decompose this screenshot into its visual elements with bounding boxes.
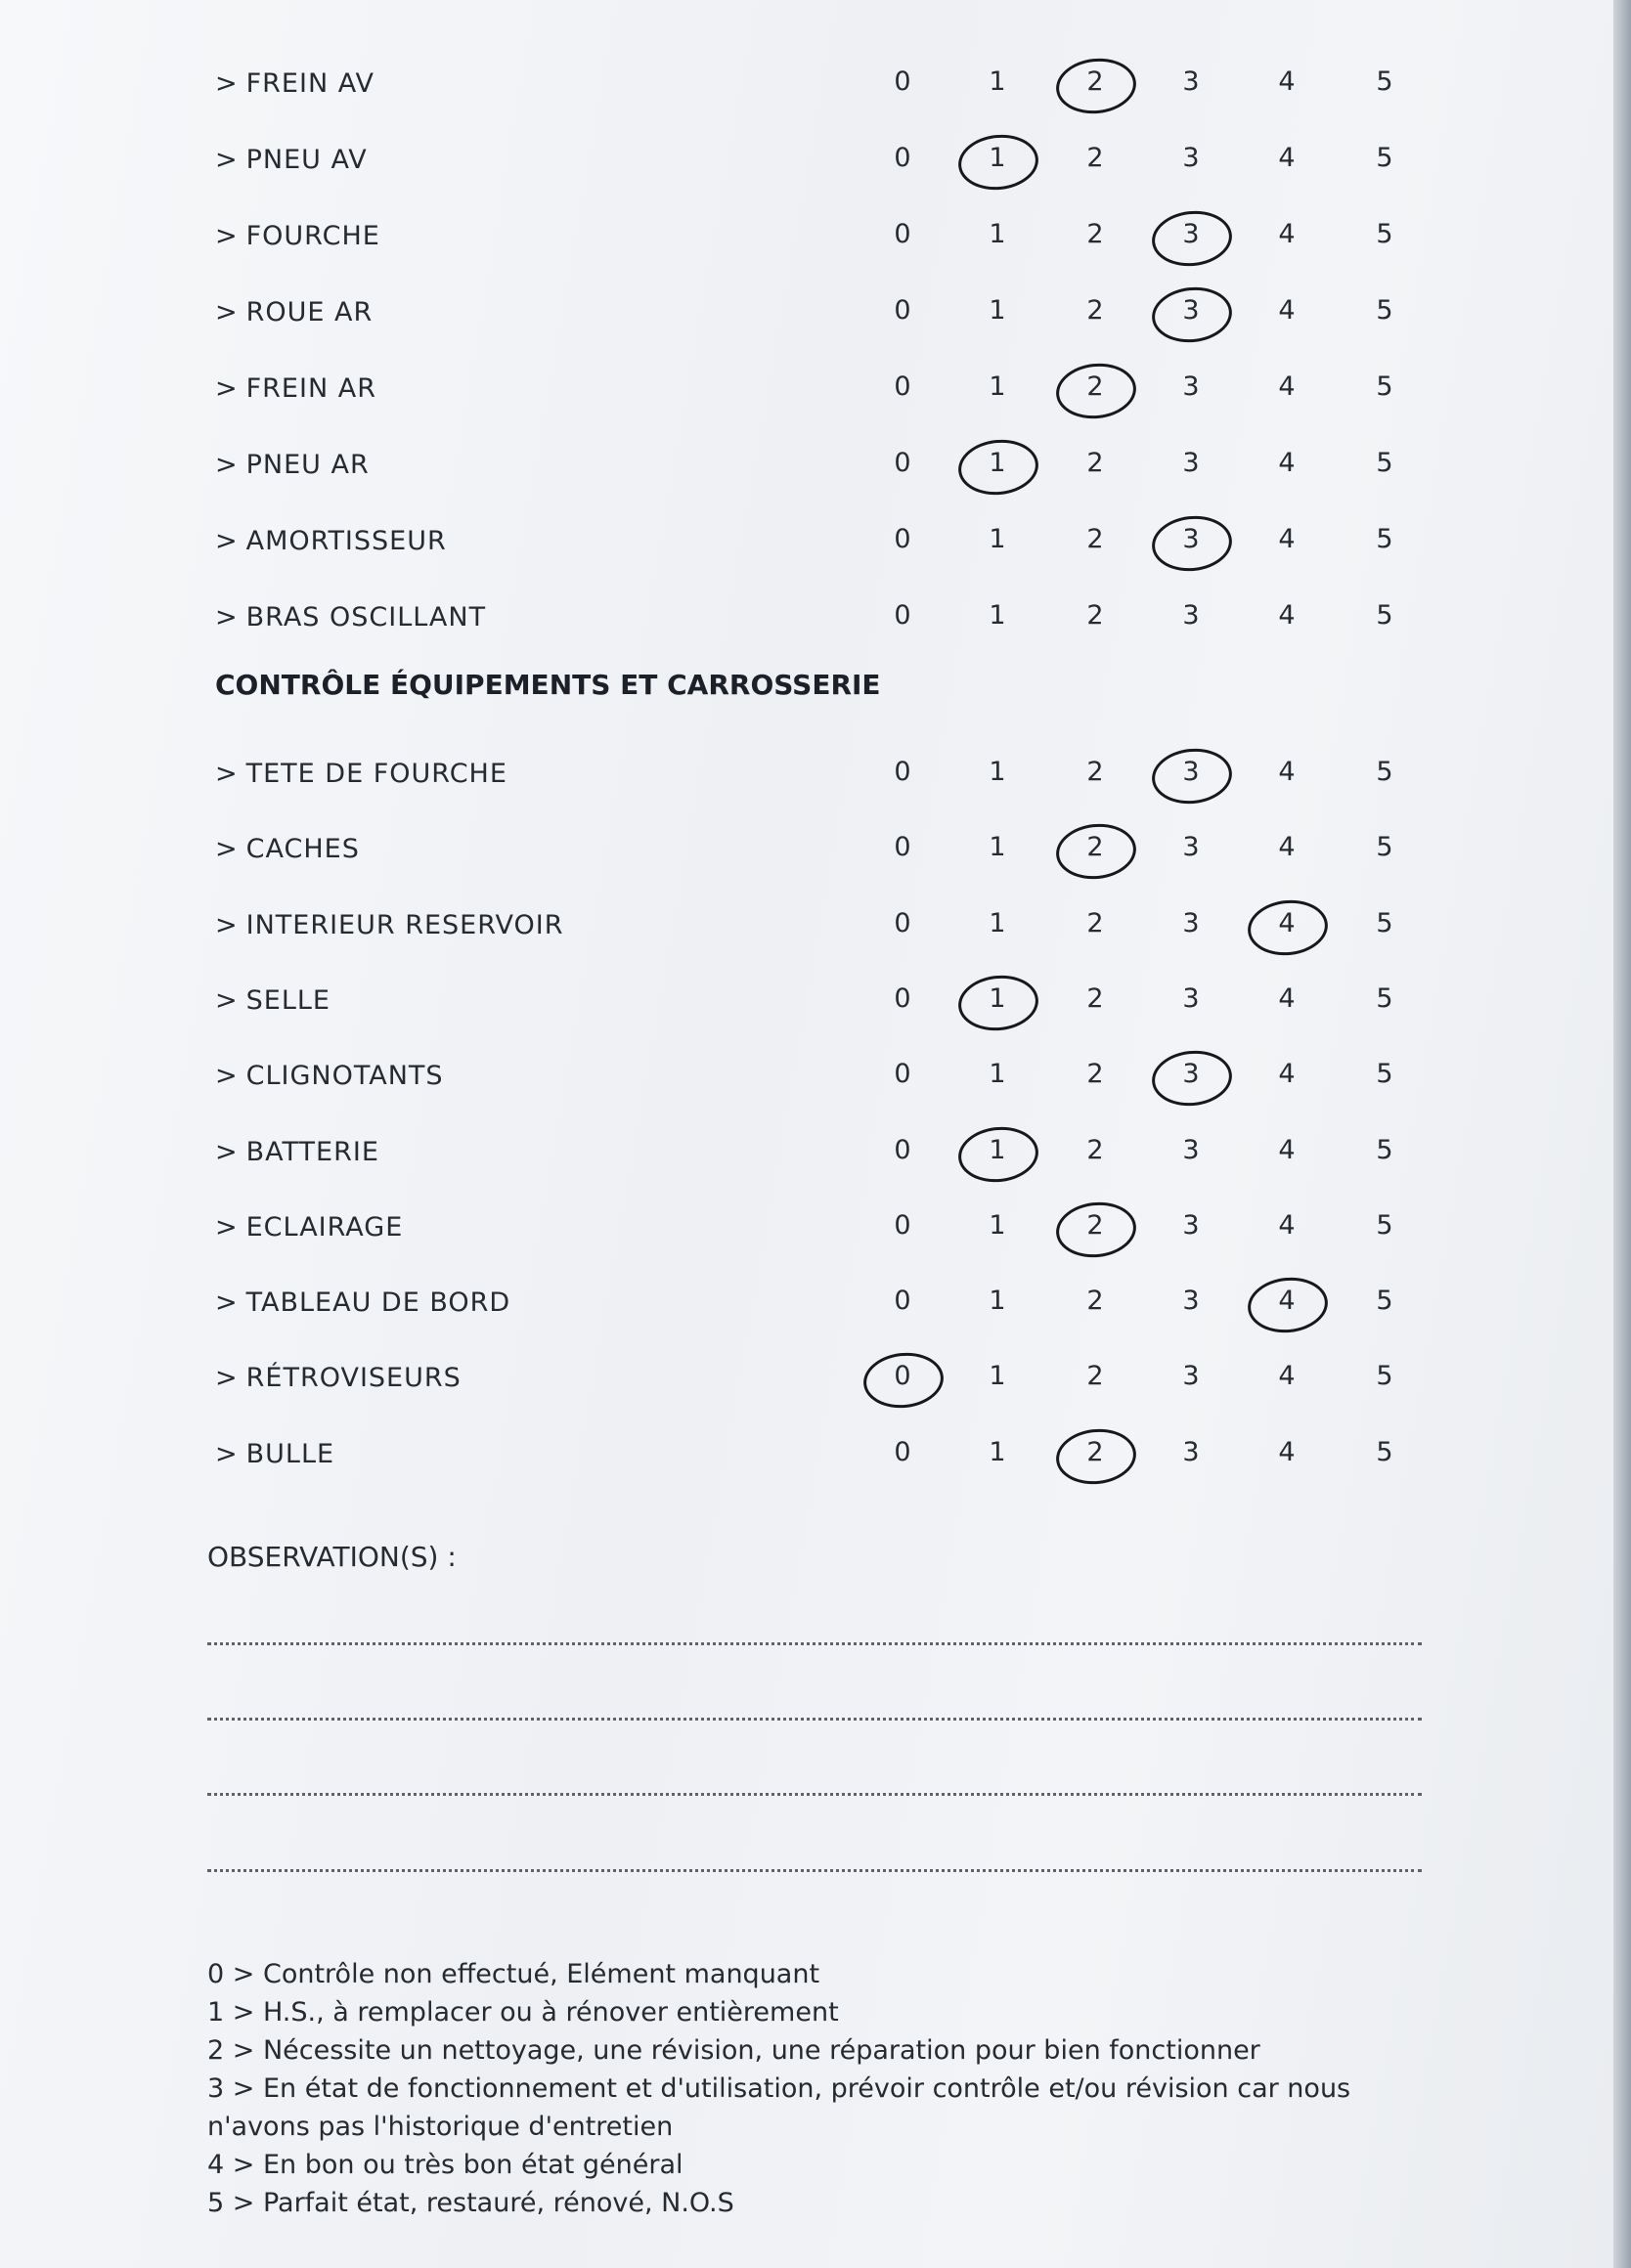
score-option[interactable]: 5 — [1376, 1361, 1393, 1392]
score-option[interactable]: 5 — [1376, 600, 1393, 631]
checklist-row — [0, 898, 1613, 957]
score-option[interactable]: 2 — [1086, 219, 1104, 249]
score-option[interactable]: 3 — [1182, 1436, 1200, 1467]
score-option[interactable]: 3 — [1182, 143, 1200, 173]
observation-line[interactable] — [207, 1793, 1422, 1796]
score-option[interactable]: 5 — [1376, 219, 1393, 249]
score-option[interactable]: 5 — [1376, 982, 1393, 1014]
score-option-selected[interactable]: 3 — [1162, 1059, 1220, 1089]
row-label — [215, 145, 368, 175]
score-option[interactable]: 3 — [1182, 448, 1200, 478]
row-label — [215, 985, 331, 1016]
checklist-row — [0, 974, 1613, 1032]
row-label-text: BULLE — [245, 1438, 335, 1469]
row-label — [215, 1137, 379, 1167]
score-option-selected[interactable]: 2 — [1066, 371, 1124, 402]
score-option[interactable]: 5 — [1376, 371, 1393, 402]
row-prefix: > — [215, 373, 239, 404]
score-option[interactable]: 2 — [1086, 982, 1104, 1014]
score-option[interactable]: 3 — [1182, 1134, 1200, 1165]
row-label-text: BATTERIE — [245, 1136, 379, 1167]
checklist-row — [0, 362, 1613, 420]
score-option[interactable]: 4 — [1278, 1361, 1296, 1392]
score-option[interactable]: 0 — [894, 600, 911, 631]
score-option[interactable]: 5 — [1376, 1209, 1393, 1241]
score-option[interactable]: 5 — [1376, 1436, 1393, 1467]
row-prefix: > — [215, 984, 239, 1016]
score-option-selected[interactable]: 0 — [873, 1361, 932, 1391]
row-label-text: TETE DE FOURCHE — [245, 759, 507, 789]
legend-item: 3 > En état de fonctionnement et d'utilisation, prévoir contrôle et/ou révision car nous n'avons pas l'historique d'entretien — [207, 2073, 1351, 2142]
score-option[interactable]: 4 — [1278, 600, 1296, 631]
row-label — [215, 297, 373, 327]
legend-item: 1 > H.S., à remplacer ou à rénover entièrement — [207, 1997, 839, 2028]
score-option[interactable]: 1 — [989, 66, 1006, 97]
score-option[interactable]: 1 — [989, 1436, 1006, 1467]
row-label — [215, 450, 370, 480]
row-label-text: INTERIEUR RESERVOIR — [245, 909, 564, 940]
score-option[interactable]: 3 — [1182, 907, 1200, 938]
score-option[interactable]: 3 — [1182, 371, 1200, 402]
score-option[interactable]: 1 — [989, 1286, 1006, 1317]
row-prefix: > — [215, 834, 239, 865]
row-prefix: > — [215, 526, 239, 556]
checklist-row — [0, 133, 1613, 192]
score-option[interactable]: 2 — [1086, 524, 1104, 554]
row-label-text: FREIN AV — [245, 68, 375, 99]
score-option[interactable]: 3 — [1182, 1286, 1200, 1317]
row-prefix: > — [215, 1438, 239, 1469]
score-option[interactable]: 0 — [894, 524, 911, 554]
score-option[interactable]: 1 — [989, 1209, 1006, 1241]
row-prefix: > — [215, 1136, 239, 1167]
score-option[interactable]: 2 — [1086, 143, 1104, 173]
score-option-selected[interactable]: 1 — [968, 1135, 1027, 1165]
score-option[interactable]: 1 — [989, 757, 1006, 787]
score-option[interactable]: 0 — [894, 1436, 911, 1467]
checklist-row — [0, 747, 1613, 806]
legend-item: 2 > Nécessite un nettoyage, une révision, une réparation pour bien fonctionner — [207, 2035, 1260, 2066]
score-option[interactable]: 1 — [989, 600, 1006, 631]
row-prefix: > — [215, 450, 239, 480]
observation-title: OBSERVATION(S) : — [207, 1541, 457, 1573]
checklist-row — [0, 209, 1613, 268]
row-prefix: > — [215, 1363, 239, 1394]
score-option[interactable]: 1 — [989, 832, 1006, 863]
row-prefix: > — [215, 1061, 239, 1092]
row-label — [215, 1212, 403, 1243]
score-option[interactable]: 0 — [894, 907, 911, 938]
score-option[interactable]: 0 — [894, 66, 911, 97]
score-option[interactable]: 0 — [894, 982, 911, 1014]
score-option[interactable]: 1 — [989, 1361, 1006, 1392]
score-option[interactable]: 4 — [1278, 1209, 1296, 1241]
row-label-text: PNEU AR — [245, 450, 370, 480]
row-label — [215, 602, 486, 632]
row-label — [215, 834, 360, 864]
section-heading: CONTRÔLE ÉQUIPEMENTS ET CARROSSERIE — [215, 669, 881, 701]
score-option[interactable]: 1 — [989, 371, 1006, 402]
score-option-selected[interactable]: 4 — [1257, 1286, 1316, 1316]
row-label-text: FREIN AR — [245, 373, 376, 404]
score-option[interactable]: 1 — [989, 295, 1006, 326]
row-label — [215, 68, 375, 99]
checklist-row — [0, 514, 1613, 573]
score-option[interactable]: 0 — [894, 143, 911, 173]
checklist-row — [0, 285, 1613, 344]
row-label — [215, 526, 447, 556]
row-label — [215, 1363, 462, 1393]
score-option[interactable]: 5 — [1376, 757, 1393, 787]
score-option[interactable]: 4 — [1278, 757, 1296, 787]
score-option[interactable]: 4 — [1278, 1436, 1296, 1467]
score-option[interactable]: 0 — [894, 832, 911, 863]
score-option[interactable]: 4 — [1278, 448, 1296, 478]
checklist-row — [0, 822, 1613, 881]
rating-legend — [207, 1955, 1420, 2222]
score-option[interactable]: 1 — [989, 219, 1006, 249]
row-label-text: ROUE AR — [245, 297, 374, 327]
row-label-text: RÉTROVISEURS — [245, 1363, 462, 1394]
score-option[interactable]: 0 — [894, 448, 911, 478]
score-option[interactable]: 5 — [1376, 1286, 1393, 1317]
score-option[interactable]: 3 — [1182, 832, 1200, 863]
row-prefix: > — [215, 68, 239, 99]
score-option[interactable]: 0 — [894, 371, 911, 402]
score-option-selected[interactable]: 2 — [1066, 66, 1124, 97]
row-label — [215, 1061, 444, 1091]
checklist-row — [0, 590, 1613, 649]
score-option[interactable]: 4 — [1278, 524, 1296, 554]
score-option[interactable]: 4 — [1278, 982, 1296, 1014]
row-label-text: CACHES — [245, 834, 360, 865]
score-option-selected[interactable]: 2 — [1066, 1437, 1124, 1467]
score-option[interactable]: 2 — [1086, 295, 1104, 326]
row-prefix: > — [215, 759, 239, 789]
checklist-row — [0, 57, 1613, 115]
score-option[interactable]: 4 — [1278, 219, 1296, 249]
score-option[interactable]: 1 — [989, 907, 1006, 938]
observation-line[interactable] — [207, 1869, 1422, 1872]
score-option[interactable]: 2 — [1086, 757, 1104, 787]
score-option[interactable]: 2 — [1086, 448, 1104, 478]
legend-item: 5 > Parfait état, restauré, rénové, N.O.S — [207, 2188, 734, 2218]
score-option[interactable]: 5 — [1376, 1059, 1393, 1090]
score-option[interactable]: 2 — [1086, 600, 1104, 631]
row-prefix: > — [215, 909, 239, 940]
score-option[interactable]: 4 — [1278, 143, 1296, 173]
score-option[interactable]: 3 — [1182, 1361, 1200, 1392]
score-option-selected[interactable]: 4 — [1257, 908, 1316, 938]
page-edge — [1613, 0, 1631, 2268]
score-option-selected[interactable]: 3 — [1162, 524, 1220, 554]
row-label-text: CLIGNOTANTS — [245, 1061, 444, 1092]
score-option-selected[interactable]: 3 — [1162, 295, 1220, 326]
score-option[interactable]: 2 — [1086, 1286, 1104, 1317]
row-label-text: BRAS OSCILLANT — [245, 602, 487, 632]
score-option[interactable]: 4 — [1278, 1059, 1296, 1090]
score-option[interactable]: 2 — [1086, 907, 1104, 938]
row-label — [215, 221, 380, 251]
row-label — [215, 910, 564, 940]
observation-line[interactable] — [207, 1642, 1422, 1645]
score-option[interactable]: 4 — [1278, 832, 1296, 863]
row-prefix: > — [215, 602, 239, 632]
checklist-row — [0, 438, 1613, 497]
score-option[interactable]: 4 — [1278, 66, 1296, 97]
score-option[interactable]: 3 — [1182, 1209, 1200, 1241]
score-option[interactable]: 0 — [894, 1209, 911, 1241]
score-option[interactable]: 2 — [1086, 1059, 1104, 1090]
checklist-row — [0, 1276, 1613, 1334]
score-option-selected[interactable]: 1 — [968, 143, 1027, 173]
score-option-selected[interactable]: 2 — [1066, 832, 1124, 862]
score-option[interactable]: 5 — [1376, 66, 1393, 97]
row-label-text: TABLEAU DE BORD — [245, 1287, 511, 1319]
row-label — [215, 373, 376, 404]
checklist-row — [0, 1427, 1613, 1486]
row-label-text: PNEU AV — [245, 145, 368, 175]
observation-line[interactable] — [207, 1718, 1422, 1721]
row-prefix: > — [215, 1211, 239, 1243]
score-option[interactable]: 1 — [989, 524, 1006, 554]
score-option[interactable]: 5 — [1376, 143, 1393, 173]
row-prefix: > — [215, 1287, 239, 1319]
row-label-text: SELLE — [245, 984, 331, 1016]
score-option[interactable]: 3 — [1182, 66, 1200, 97]
row-label — [215, 1439, 334, 1469]
score-option-selected[interactable]: 3 — [1162, 219, 1220, 249]
checklist-row — [0, 1049, 1613, 1108]
checklist-row — [0, 1125, 1613, 1184]
score-option[interactable]: 5 — [1376, 524, 1393, 554]
checklist-row — [0, 1200, 1613, 1259]
score-option-selected[interactable]: 1 — [968, 448, 1027, 478]
score-option[interactable]: 0 — [894, 295, 911, 326]
score-option-selected[interactable]: 2 — [1066, 1210, 1124, 1241]
score-option[interactable]: 0 — [894, 757, 911, 787]
row-label — [215, 1287, 510, 1318]
row-label-text: ECLAIRAGE — [245, 1211, 404, 1243]
row-label — [215, 759, 507, 789]
row-label-text: FOURCHE — [245, 221, 380, 251]
score-option[interactable]: 2 — [1086, 1134, 1104, 1165]
score-option-selected[interactable]: 1 — [968, 983, 1027, 1014]
score-option[interactable]: 2 — [1086, 1361, 1104, 1392]
score-option[interactable]: 5 — [1376, 448, 1393, 478]
legend-item: 4 > En bon ou très bon état général — [207, 2150, 683, 2180]
row-prefix: > — [215, 221, 239, 251]
score-option[interactable]: 1 — [989, 1059, 1006, 1090]
checklist-row — [0, 1351, 1613, 1410]
score-option[interactable]: 5 — [1376, 907, 1393, 938]
score-option[interactable]: 0 — [894, 1059, 911, 1090]
score-option[interactable]: 5 — [1376, 295, 1393, 326]
row-label-text: AMORTISSEUR — [245, 526, 447, 556]
score-option[interactable]: 0 — [894, 1134, 911, 1165]
score-option[interactable]: 4 — [1278, 1134, 1296, 1165]
score-option[interactable]: 0 — [894, 219, 911, 249]
score-option[interactable]: 0 — [894, 1286, 911, 1317]
score-option[interactable]: 4 — [1278, 295, 1296, 326]
score-option[interactable]: 3 — [1182, 982, 1200, 1014]
score-option[interactable]: 3 — [1182, 600, 1200, 631]
score-option[interactable]: 5 — [1376, 832, 1393, 863]
score-option[interactable]: 4 — [1278, 371, 1296, 402]
row-prefix: > — [215, 145, 239, 175]
legend-item: 0 > Contrôle non effectué, Elément manquant — [207, 1959, 820, 1989]
score-option-selected[interactable]: 3 — [1162, 757, 1220, 787]
score-option[interactable]: 5 — [1376, 1134, 1393, 1165]
row-prefix: > — [215, 297, 239, 327]
